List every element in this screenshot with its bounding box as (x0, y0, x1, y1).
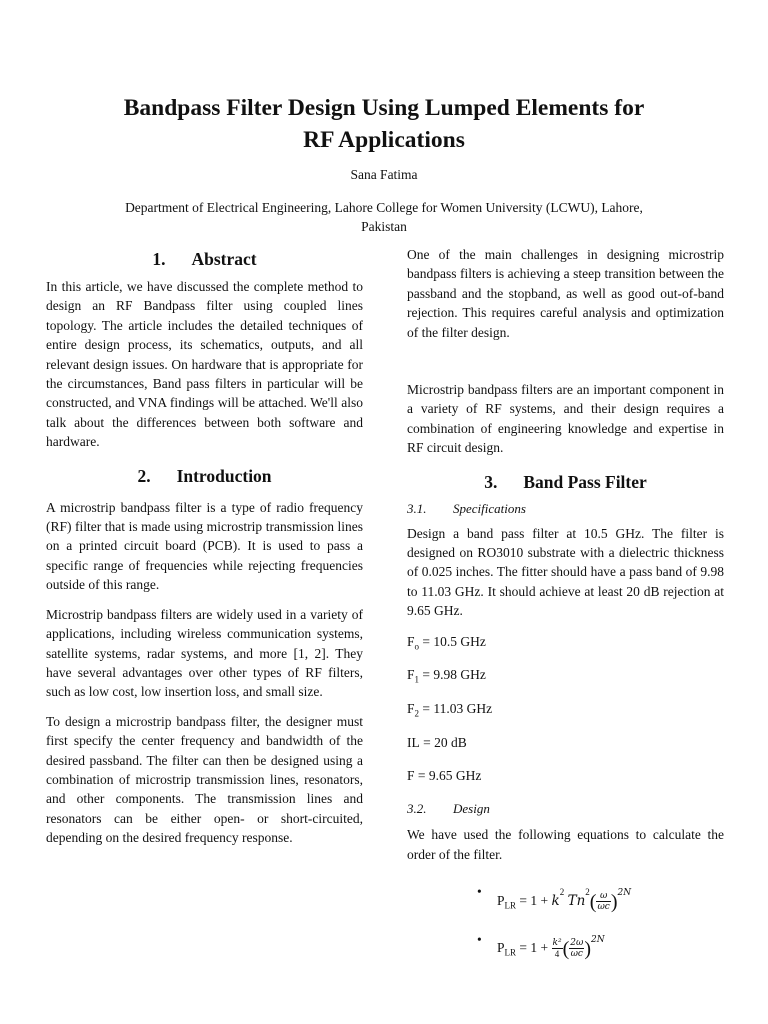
eq2-bullet: • (477, 931, 482, 947)
equation-1: • $P_{LR} = 1 + k^2$ Tn$^2$( $\frac{\omega}{\omega c}$ )$^{2N}$ (477, 883, 632, 913)
paper-title (60, 92, 708, 156)
affiliation-line-1: Department of Electrical Engineering, Lahore College for Women University (LCWU), Lahore, (125, 200, 643, 215)
design-title: Design (453, 801, 490, 817)
bandpass-title: Band Pass Filter (523, 471, 647, 492)
introduction-number: 2. (137, 465, 151, 486)
param-list (407, 633, 724, 790)
spec-number: 3.1. (407, 500, 427, 516)
right-column (407, 245, 724, 962)
abstract-title: Abstract (191, 249, 257, 269)
design-number: 3.2. (407, 801, 427, 817)
eq1-bullet: • (477, 883, 482, 899)
intro-paragraph-1: A microstrip bandpass filter is a type of radio frequency (RF) filter that is made using microstrip transmission lines on a printed circuit board (PCB). It is used to pass a specific range of frequencies while rejecting frequencies outside of this range. (46, 499, 363, 593)
title-line-2: RF Applications (303, 127, 465, 153)
left-column (46, 245, 363, 848)
author: Sana Fatima (350, 167, 418, 182)
param-f0: $F_o = 10.5$ GHz (407, 633, 486, 652)
intro-paragraph-2: Microstrip bandpass filters are widely used in a variety of applications, including wireless communication systems, satellite systems, radar systems, and more [1, 2]. They have several advantages over other types of RF filters, such as low cost, low insertion loss, and small size. (46, 606, 363, 700)
affiliation (88, 198, 680, 236)
abstract-text: In this article, we have discussed the complete method to design an RF Bandpass filter using coupled lines topology. The article includes the detailed techniques of entire design process, its schematics, outputs, and all relevant design issues. On hardware that is appropriate for the circumstances, Band pass filters in particular will be constructed, and VNA findings will be attached. We'll also talk about the differences between both software and hardware. (46, 279, 363, 450)
spec-subheading (407, 500, 724, 518)
abstract-heading (46, 245, 363, 273)
bandpass-number: 3. (484, 471, 498, 492)
design-text: We have used the following equations to calculate the order of the filter. (407, 827, 724, 862)
param-f2: $F_2 = 11.03$ GHz (407, 701, 493, 719)
equation-2: • $P_{LR} = 1$ + $\frac{\text{k²}}{4}$ ( $\frac{2\omega}{\omega c}$ )$^{2N}$ (477, 931, 605, 960)
spec-title: Specifications (453, 500, 526, 516)
abstract-number: 1. (152, 249, 166, 269)
param-il: IL = 20 dB (407, 734, 467, 750)
intro-paragraph-5: Microstrip bandpass filters are an important component in a variety of RF systems, and their design requires a combination of engineering knowledge and expertise in RF circuit design. (407, 382, 724, 456)
spec-text: Design a band pass filter at 10.5 GHz. The filter is designed on RO3010 substrate with a dielectric thickness of 0.025 inches. The fitter should have a pass band of 9.98 to 11.03 GHz. It should achieve at least 20 dB rejection at 9.65 GHz. (407, 525, 724, 619)
bandpass-heading (407, 468, 724, 496)
design-subheading (407, 800, 724, 818)
introduction-heading (46, 462, 363, 490)
affiliation-line-2: Pakistan (361, 219, 407, 234)
title-line-1: Bandpass Filter Design Using Lumped Elements for (123, 95, 645, 121)
param-f1: $F_1 = 9.98$ GHz (407, 667, 486, 686)
param-f: F = 9.65 GHz (407, 768, 482, 784)
introduction-title: Introduction (176, 465, 272, 486)
intro-paragraph-4: One of the main challenges in designing microstrip bandpass filters is achieving a steep transition between the passband and the stopband, as well as good out-of-band rejection. This requires careful analysis and optimization of the filter design. (407, 247, 724, 340)
intro-paragraph-3: To design a microstrip bandpass filter, the designer must first specify the center frequency and bandwidth of the desired passband. The filter can then be designed using a combination of microstrip transmission lines, resonators, and other components. The transmission lines and resonators can be either open- or short-circuited, depending on the desired frequency response. (46, 713, 363, 846)
